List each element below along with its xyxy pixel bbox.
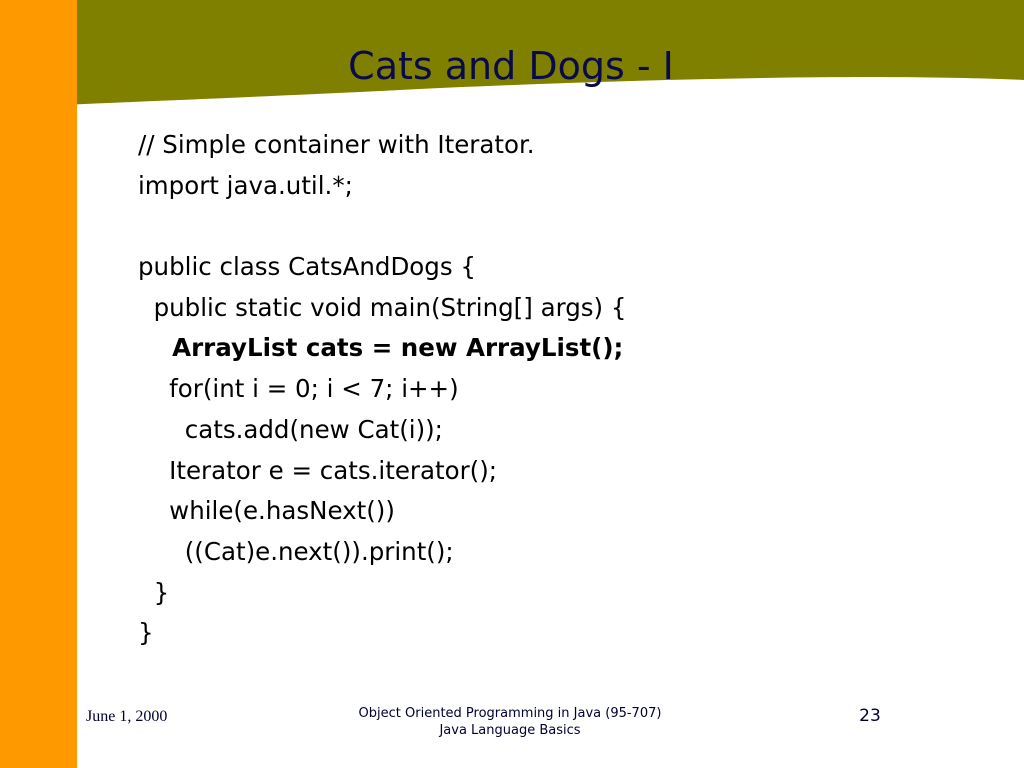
code-line: // Simple container with Iterator. <box>138 130 535 159</box>
code-line: ArrayList cats = new ArrayList(); <box>138 333 624 363</box>
code-line: } <box>138 577 170 607</box>
code-line: cats.add(new Cat(i)); <box>138 414 443 444</box>
code-line: import java.util.*; <box>138 170 353 200</box>
slide-title <box>0 40 1024 92</box>
code-line: for(int i = 0; i < 7; i++) <box>138 374 459 404</box>
code-line: while(e.hasNext()) <box>138 496 395 526</box>
code-line <box>138 206 626 247</box>
footer-page-number: 23 <box>859 706 881 726</box>
code-line: ((Cat)e.next()).print(); <box>138 536 454 566</box>
code-block <box>138 125 626 654</box>
footer-course <box>300 705 720 739</box>
code-line: } <box>138 618 154 648</box>
code-line: public class CatsAndDogs { <box>138 252 476 282</box>
code-line: public static void main(String[] args) { <box>138 292 627 322</box>
footer-course-subtitle: Java Language Basics <box>439 723 581 738</box>
footer-date: June 1, 2000 <box>86 708 168 725</box>
slide-title-text: Cats and Dogs - I <box>348 44 674 88</box>
code-line: Iterator e = cats.iterator(); <box>138 455 498 485</box>
left-accent-bar <box>0 0 77 768</box>
footer-course-title: Object Oriented Programming in Java (95-707) <box>358 706 662 721</box>
